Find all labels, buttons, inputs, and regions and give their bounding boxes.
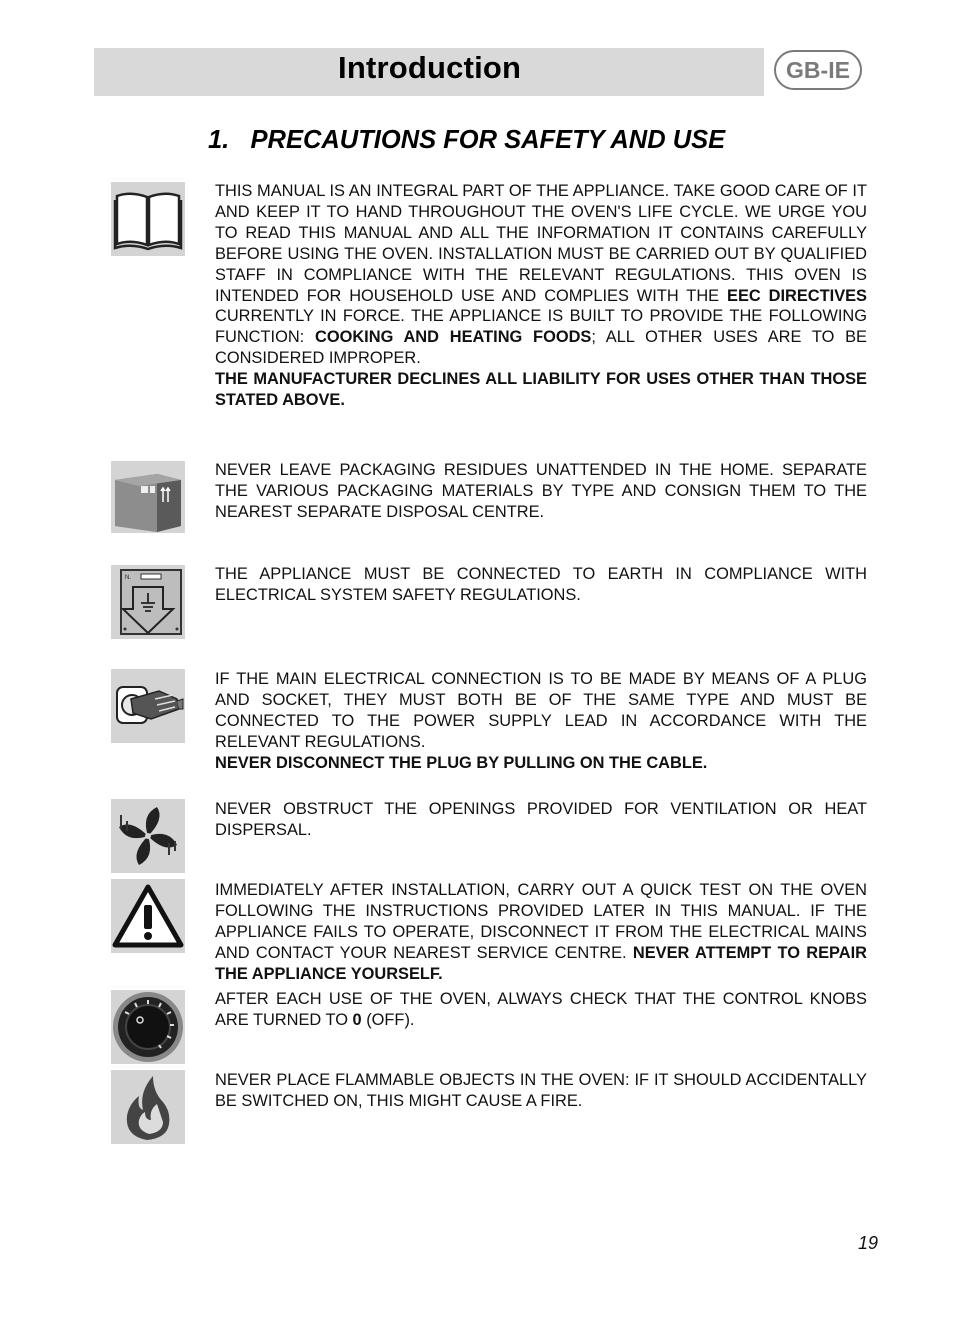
manual-text-3: ; ALL OTHER USES ARE TO BE CONSIDERED IMPROPER. (215, 328, 867, 368)
ventilation-fan-icon (111, 799, 185, 873)
section-heading: 1. PRECAUTIONS FOR SAFETY AND USE (208, 126, 726, 154)
knob-text-1: AFTER EACH USE OF THE OVEN, ALWAYS CHECK THAT THE CONTROL KNOBS ARE TURNED TO (215, 990, 867, 1029)
warning-triangle-icon (111, 879, 185, 953)
liability-note: THE MANUFACTURER DECLINES ALL LIABILITY FOR USES OTHER THAN THOSE STATED ABOVE. (215, 370, 867, 410)
cooking-function-text: COOKING AND HEATING FOODS (315, 328, 592, 347)
ventilation-paragraph: NEVER OBSTRUCT THE OPENINGS PROVIDED FOR VENTILATION OR HEAT DISPERSAL. (215, 800, 867, 839)
earth-paragraph: THE APPLIANCE MUST BE CONNECTED TO EARTH IN COMPLIANCE WITH ELECTRICAL SYSTEM SAFETY REGULATIONS. (215, 565, 867, 604)
page-title: Introduction (338, 50, 522, 85)
repair-warning: NEVER ATTEMPT TO REPAIR THE APPLIANCE YOURSELF. (215, 943, 867, 983)
page-number: 19 (858, 1233, 879, 1253)
earth-icon-label: N. (125, 575, 131, 581)
manual-text-1: THIS MANUAL IS AN INTEGRAL PART OF THE APPLIANCE. TAKE GOOD CARE OF IT AND KEEP IT TO HAND THROUGHOUT THE OVEN'S LIFE CYCLE. WE URGE YOU TO READ THIS MANUAL AND ALL THE INFORMATION IT CONTAINS CAREFULLY BEFORE USING THE OVEN. INSTALLATION MUST BE CARRIED OUT BY QUALIFIED STAFF IN COMPLIANCE WITH THE RELEVANT REGULATIONS. THIS OVEN IS INTENDED FOR HOUSEHOLD USE AND COMPLIES WITH THE (215, 182, 867, 305)
packaging-paragraph: NEVER LEAVE PACKAGING RESIDUES UNATTENDED IN THE HOME. SEPARATE THE VARIOUS PACKAGING MATERIALS BY TYPE AND CONSIGN THEM TO THE NEAREST SEPARATE DISPOSAL CENTRE. (215, 461, 867, 521)
manual-book-icon (111, 182, 185, 256)
language-badge: GB-IE (774, 50, 862, 90)
manual-paragraph (215, 181, 867, 411)
flame-icon (111, 1070, 185, 1144)
plug-text: IF THE MAIN ELECTRICAL CONNECTION IS TO BE MADE BY MEANS OF A PLUG AND SOCKET, THEY MUST BOTH BE OF THE SAME TYPE AND MUST BE CONNECTED TO THE POWER SUPPLY LEAD IN ACCORDANCE WITH THE RELEVANT REGULATIONS. (215, 670, 867, 751)
plug-socket-icon (111, 669, 185, 743)
quick-test-paragraph (215, 880, 867, 985)
manual-text-2: CURRENTLY IN FORCE. THE APPLIANCE IS BUILT TO PROVIDE THE FOLLOWING FUNCTION: (215, 307, 867, 347)
earth-ground-icon (111, 565, 185, 639)
plug-paragraph (215, 669, 867, 774)
packaging-box-icon (111, 461, 185, 533)
plug-cable-warning: NEVER DISCONNECT THE PLUG BY PULLING ON THE CABLE. (215, 753, 708, 772)
eec-directives-text: EEC DIRECTIVES (727, 286, 867, 305)
knob-paragraph (215, 989, 867, 1031)
flammable-paragraph: NEVER PLACE FLAMMABLE OBJECTS IN THE OVEN: IF IT SHOULD ACCIDENTALLY BE SWITCHED ON, THIS MIGHT CAUSE A FIRE. (215, 1071, 867, 1110)
control-knob-icon (111, 990, 185, 1064)
knob-zero-value: 0 (352, 1010, 362, 1029)
quick-test-text: IMMEDIATELY AFTER INSTALLATION, CARRY OUT A QUICK TEST ON THE OVEN FOLLOWING THE INSTRUCTIONS PROVIDED LATER IN THIS MANUAL. IF THE APPLIANCE FAILS TO OPERATE, DISCONNECT IT FROM THE ELECTRICAL MAINS AND CONTACT YOUR NEAREST SERVICE CENTRE. (215, 881, 867, 962)
knob-text-2: (OFF). (361, 1010, 415, 1029)
